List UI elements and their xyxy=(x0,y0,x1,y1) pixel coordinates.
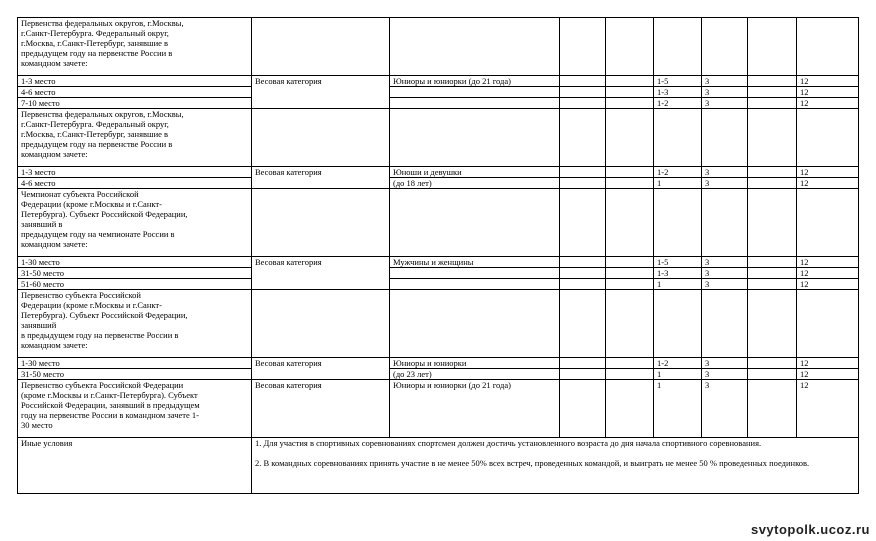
value-cell: 12 xyxy=(797,268,859,279)
age-group-cell xyxy=(390,279,560,290)
empty-cell xyxy=(606,189,654,257)
empty-cell xyxy=(606,369,654,380)
empty-cell xyxy=(654,18,702,76)
place-cell: 7-10 место xyxy=(18,98,252,109)
table-row xyxy=(18,257,859,268)
empty-cell xyxy=(606,18,654,76)
value-cell: 3 xyxy=(702,76,748,87)
value-cell: 12 xyxy=(797,167,859,178)
place-cell: 31-50 место xyxy=(18,369,252,380)
weight-category-cell: Весовая категория xyxy=(252,76,390,109)
value-cell: 12 xyxy=(797,279,859,290)
age-group-cell: Мужчины и женщины xyxy=(390,257,560,268)
empty-cell xyxy=(748,189,797,257)
place-cell: 1-3 место xyxy=(18,167,252,178)
condition-2: 2. В командных соревнованиях принять участие в не менее 50% всех встреч, проведенных командой, и выиграть не менее 50 % проведенных поединков. xyxy=(255,458,810,468)
participants-count-cell: 1-2 xyxy=(654,167,702,178)
empty-cell xyxy=(560,290,606,358)
empty-cell xyxy=(606,178,654,189)
weight-category-cell: Весовая категория xyxy=(252,380,390,438)
table-row xyxy=(18,279,859,290)
age-group-cell: Юниоры и юниорки (до 21 года) xyxy=(390,380,560,438)
section-header-row xyxy=(18,189,859,257)
participants-count-cell: 1 xyxy=(654,380,702,438)
age-group-cell: Юниоры и юниорки (до 21 года) xyxy=(390,76,560,87)
empty-cell xyxy=(606,167,654,178)
empty-cell xyxy=(702,18,748,76)
value-cell: 3 xyxy=(702,257,748,268)
participants-count-cell: 1 xyxy=(654,178,702,189)
participants-count-cell: 1-3 xyxy=(654,87,702,98)
empty-cell xyxy=(560,178,606,189)
weight-category-cell: Весовая категория xyxy=(252,358,390,380)
empty-cell xyxy=(748,18,797,76)
table-row xyxy=(18,87,859,98)
place-cell: 31-50 место xyxy=(18,268,252,279)
value-cell: 12 xyxy=(797,76,859,87)
table-row xyxy=(18,380,859,438)
other-conditions-label: Иные условия xyxy=(18,438,252,494)
other-conditions-text xyxy=(252,438,859,494)
participants-count-cell: 1 xyxy=(654,369,702,380)
empty-cell xyxy=(606,380,654,438)
requirements-table xyxy=(17,17,859,494)
place-cell: 1-30 место xyxy=(18,358,252,369)
participants-count-cell: 1-2 xyxy=(654,98,702,109)
value-cell: 3 xyxy=(702,98,748,109)
watermark: svytopolk.ucoz.ru xyxy=(750,522,870,537)
section-title: Первенство субъекта Российской Федерации (кроме г.Москвы и г.Санкт- Петербурга). Субъект Российской Федерации, занявший в предыдущем году на первенстве России в командном зачете: xyxy=(18,290,252,358)
empty-cell xyxy=(606,87,654,98)
value-cell: 3 xyxy=(702,279,748,290)
age-group-cell xyxy=(390,268,560,279)
empty-cell xyxy=(606,109,654,167)
empty-cell xyxy=(560,18,606,76)
section-header-row xyxy=(18,290,859,358)
empty-cell xyxy=(797,290,859,358)
empty-cell xyxy=(748,268,797,279)
value-cell: 3 xyxy=(702,380,748,438)
participants-count-cell: 1-5 xyxy=(654,257,702,268)
condition-1: 1. Для участия в спортивных соревнованиях спортсмен должен достичь установленного возраста до дня начала спортивного соревнования. xyxy=(255,438,762,448)
value-cell: 3 xyxy=(702,268,748,279)
empty-cell xyxy=(560,369,606,380)
empty-cell xyxy=(560,189,606,257)
empty-cell xyxy=(748,109,797,167)
empty-cell xyxy=(748,257,797,268)
empty-cell xyxy=(797,18,859,76)
empty-cell xyxy=(252,290,390,358)
value-cell: 12 xyxy=(797,98,859,109)
empty-cell xyxy=(702,290,748,358)
empty-cell xyxy=(606,290,654,358)
participants-count-cell: 1-2 xyxy=(654,358,702,369)
place-cell: 51-60 место xyxy=(18,279,252,290)
value-cell: 12 xyxy=(797,369,859,380)
empty-cell xyxy=(748,87,797,98)
value-cell: 3 xyxy=(702,87,748,98)
section-title: Первенства федеральных округов, г.Москвы, г.Санкт-Петербурга. Федеральный округ, г.Москва, г.Санкт-Петербург, занявшие в предыдущем году на первенстве России в командном зачете: xyxy=(18,18,252,76)
empty-cell xyxy=(560,87,606,98)
empty-cell xyxy=(654,290,702,358)
value-cell: 12 xyxy=(797,178,859,189)
weight-category-cell: Весовая категория xyxy=(252,257,390,290)
table-row xyxy=(18,358,859,369)
empty-cell xyxy=(797,189,859,257)
table-row xyxy=(18,369,859,380)
value-cell: 3 xyxy=(702,369,748,380)
empty-cell xyxy=(654,109,702,167)
empty-cell xyxy=(606,98,654,109)
empty-cell xyxy=(606,76,654,87)
empty-cell xyxy=(797,109,859,167)
empty-cell xyxy=(702,189,748,257)
participants-count-cell: 1-3 xyxy=(654,268,702,279)
section-header-row xyxy=(18,18,859,76)
empty-cell xyxy=(748,380,797,438)
participants-count-cell: 1 xyxy=(654,279,702,290)
other-conditions-row xyxy=(18,438,859,494)
age-group-cell: Юноши и девушки xyxy=(390,167,560,178)
empty-cell xyxy=(748,167,797,178)
empty-cell xyxy=(748,98,797,109)
empty-cell xyxy=(390,189,560,257)
empty-cell xyxy=(560,279,606,290)
empty-cell xyxy=(560,98,606,109)
value-cell: 12 xyxy=(797,257,859,268)
empty-cell xyxy=(606,279,654,290)
place-cell: 4-6 место xyxy=(18,87,252,98)
participants-count-cell: 1-5 xyxy=(654,76,702,87)
age-group-cell xyxy=(390,98,560,109)
age-group-cell: Юниоры и юниорки xyxy=(390,358,560,369)
place-cell: 4-6 место xyxy=(18,178,252,189)
empty-cell xyxy=(560,109,606,167)
table-row xyxy=(18,167,859,178)
table-row xyxy=(18,76,859,87)
weight-category-cell: Весовая категория xyxy=(252,167,390,189)
section-header-row xyxy=(18,109,859,167)
age-group-cell: (до 23 лет) xyxy=(390,369,560,380)
section-title: Первенства федеральных округов, г.Москвы, г.Санкт-Петербурга. Федеральный округ, г.Москва, г.Санкт-Петербург, занявшие в предыдущем году на первенстве России в командном зачете: xyxy=(18,109,252,167)
empty-cell xyxy=(606,358,654,369)
empty-cell xyxy=(748,178,797,189)
empty-cell xyxy=(560,358,606,369)
age-group-cell xyxy=(390,87,560,98)
value-cell: 3 xyxy=(702,178,748,189)
empty-cell xyxy=(560,167,606,178)
empty-cell xyxy=(252,189,390,257)
empty-cell xyxy=(748,290,797,358)
place-cell: 1-3 место xyxy=(18,76,252,87)
value-cell: 12 xyxy=(797,358,859,369)
empty-cell xyxy=(390,109,560,167)
empty-cell xyxy=(252,109,390,167)
empty-cell xyxy=(748,358,797,369)
empty-cell xyxy=(390,290,560,358)
empty-cell xyxy=(606,268,654,279)
value-cell: 3 xyxy=(702,167,748,178)
empty-cell xyxy=(606,257,654,268)
empty-cell xyxy=(748,279,797,290)
empty-cell xyxy=(390,18,560,76)
empty-cell xyxy=(252,18,390,76)
empty-cell xyxy=(748,369,797,380)
value-cell: 3 xyxy=(702,358,748,369)
empty-cell xyxy=(560,76,606,87)
section-title: Чемпионат субъекта Российской Федерации (кроме г.Москвы и г.Санкт- Петербурга). Субъект Российской Федерации, занявший в предыдущем году на чемпионате России в командном зачете: xyxy=(18,189,252,257)
empty-cell xyxy=(654,189,702,257)
empty-cell xyxy=(748,76,797,87)
place-cell: 1-30 место xyxy=(18,257,252,268)
table-row xyxy=(18,98,859,109)
table-row xyxy=(18,178,859,189)
value-cell: 12 xyxy=(797,380,859,438)
table-row xyxy=(18,268,859,279)
place-cell: Первенство субъекта Российской Федерации (кроме г.Москвы и г.Санкт-Петербурга). Субъект Российской Федерации, занявший в предыдущем году на первенстве России в командном зачете 1- 30 место xyxy=(18,380,252,438)
age-group-cell: (до 18 лет) xyxy=(390,178,560,189)
empty-cell xyxy=(560,268,606,279)
empty-cell xyxy=(560,257,606,268)
empty-cell xyxy=(560,380,606,438)
empty-cell xyxy=(702,109,748,167)
value-cell: 12 xyxy=(797,87,859,98)
